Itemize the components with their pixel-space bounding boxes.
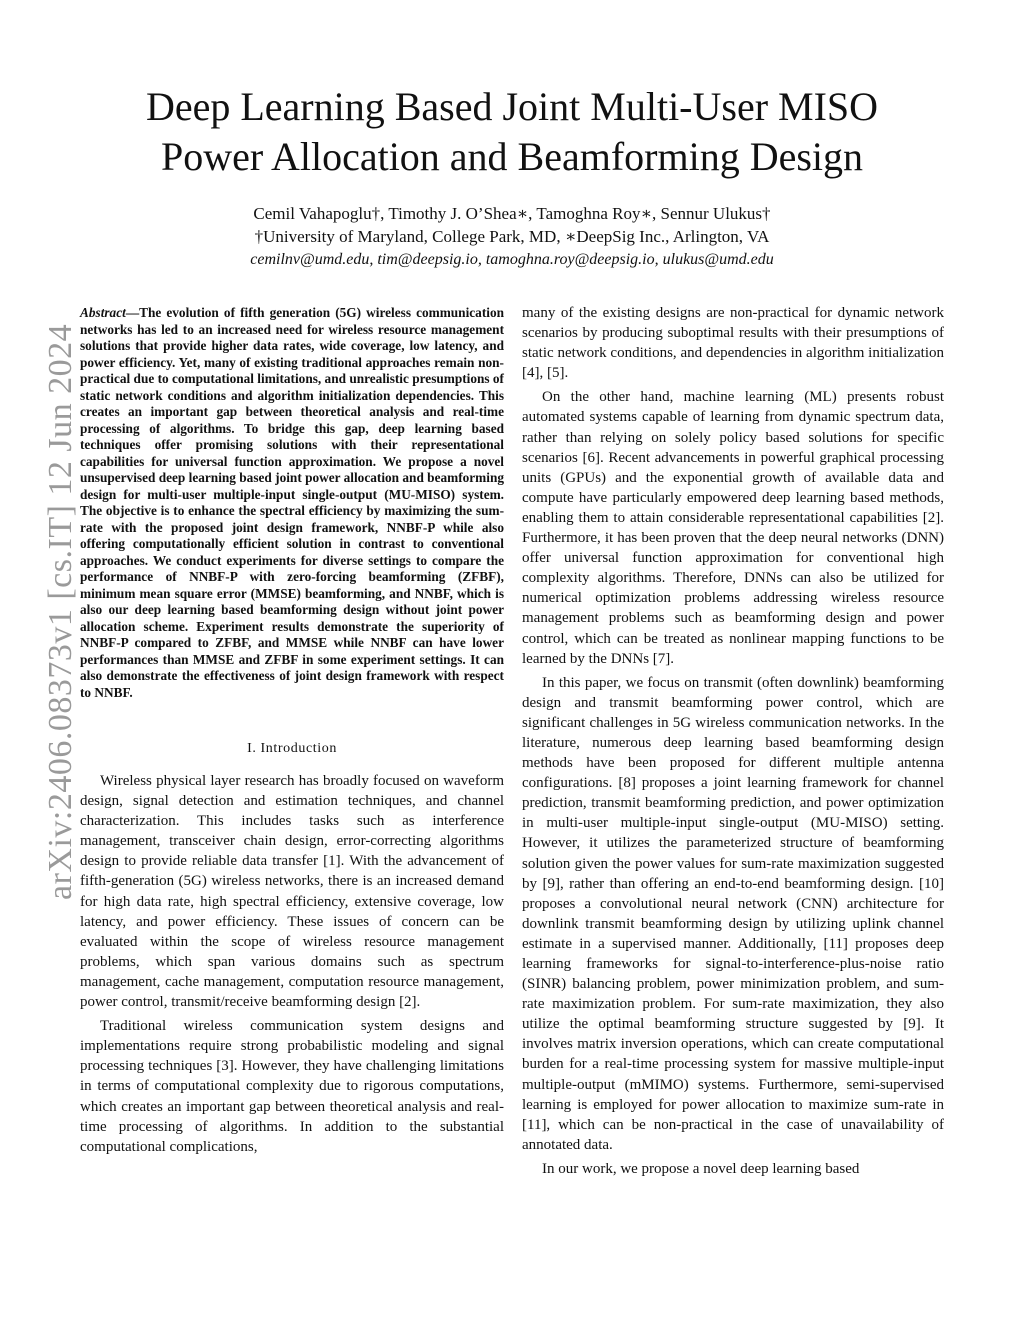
arxiv-side-stamp: arXiv:2406.08373v1 [cs.IT] 12 Jun 2024 — [42, 323, 79, 900]
title-line-1: Deep Learning Based Joint Multi-User MISO — [145, 84, 879, 129]
right-paragraph-1: many of the existing designs are non-practical for dynamic network scenarios by producing suboptimal results with their presumptions of static network conditions, and dependencies in algorithm initialization [4], [5]. — [522, 305, 944, 382]
section-heading-introduction: I. Introduction — [247, 741, 337, 756]
intro-paragraph-2: Traditional wireless communication system designs and implementations require strong probabilistic modeling and signal processing techniques [3]. However, they have challenging limitations in terms of computational complexity due to rigorous computations, which creates an important gap between theoretical analysis and real-time processing of algorithms. In addition to the substantial computational complications, — [80, 1018, 504, 1155]
paper-title — [80, 82, 944, 182]
right-paragraph-4: In our work, we propose a novel deep learning based — [542, 1160, 860, 1177]
abstract-label: Abstract — [80, 305, 126, 320]
author-affiliations: †University of Maryland, College Park, MD, ∗DeepSig Inc., Arlington, VA — [254, 227, 770, 246]
author-block — [100, 202, 924, 271]
left-column — [80, 305, 504, 1161]
abstract — [80, 305, 504, 701]
author-emails: cemilnv@umd.edu, tim@deepsig.io, tamoghna.roy@deepsig.io, ulukus@umd.edu — [250, 251, 774, 268]
right-paragraph-2: On the other hand, machine learning (ML) presents robust automated systems capable of learning from dynamic spectrum data, rather than relying on solely policy based solutions for specific scenarios [6]. Recent advancements in powerful graphical processing units (GPUs) and the exponential growth of available data and compute have particularly empowered deep learning based methods, enabling them to attain considerable representational capabilities [2]. Furthermore, it has been proven that the deep neural networks (DNN) offer universal function approximation for conventional high complexity algorithms. Therefore, DNNs can also be utilized for numerical optimization problems addressing wireless resource management problems such as beamforming design and power control, which can be treated as nonlinear mapping functions to be learned by the DNNs [7]. — [522, 389, 944, 667]
right-paragraph-3: In this paper, we focus on transmit (often downlink) beamforming design and transmit beamforming power control, which are significant challenges in 5G wireless communication networks. In the literature, numerous deep learning based beamforming design methods have been proposed for different multiple antenna configurations. [8] proposes a joint learning framework for channel prediction, transmit beamforming prediction, and power optimization in multi-user multiple-input single-output (MU-MISO) setting. However, it utilizes the parameterized structure of beamforming solution given the power values for sum-rate maximization suggested by [9], rather than offering an end-to-end beamforming design. [10] proposes a convolutional neural network (CNN) architecture for downlink transmit beamforming design by utilizing uplink channel estimate in a supervised manner. Additionally, [11] proposes deep learning frameworks for signal-to-interference-plus-noise ratio (SINR) balancing problem, power minimization problem, and sum-rate maximization problem. For sum-rate maximization, they also utilize the optimal beamforming structure suggested by [9]. It involves matrix inversion operations, which can create computational burden for a real-time processing system for massive multiple-input multiple-output (mMIMO) systems. Furthermore, semi-supervised learning is employed for power allocation to maximize sum-rate in [11], which can be non-practical in the case of unavailability of annotated data. — [522, 674, 944, 1153]
title-line-2: Power Allocation and Beamforming Design — [160, 134, 864, 179]
author-names: Cemil Vahapoglu†, Timothy J. O’Shea∗, Tamoghna Roy∗, Sennur Ulukus† — [253, 204, 771, 223]
intro-paragraph-1: Wireless physical layer research has broadly focused on waveform design, signal detection and estimation techniques, and channel characterization. This includes tasks such as interference management, transceiver chain design, error-correcting algorithms design to provide reliable data transfer [1]. With the advancement of fifth-generation (5G) wireless networks, there is an increased demand for high data rate, high spectral efficiency, extensive coverage, low latency, and power efficiency. These issues of concern can be evaluated within the scope of wireless resource management problems, which span various domains such as spectrum management, cache management, computation resource management, power control, transmit/receive beamforming design [2]. — [80, 773, 504, 1011]
abstract-text: —The evolution of fifth generation (5G) wireless communication networks has led to an increased need for wireless resource management solutions that provide higher data rates, wide coverage, low latency, and power efficiency. Yet, many of existing traditional approaches remain non-practical due to computational limitations, and unrealistic presumptions of static network conditions and algorithm initialization dependencies. This creates an important gap between theoretical analysis and real-time processing of algorithms. To bridge this gap, deep learning based techniques offer promising solutions with their representational capabilities for universal function approximation. We propose a novel unsupervised deep learning based joint power allocation and beamforming design for multi-user multiple-input single-output (MU-MISO) system. The objective is to enhance the spectral efficiency by maximizing the sum-rate with the proposed joint design framework, NNBF-P while also offering computationally efficient solution in contrast to conventional approaches. We conduct experiments for diverse settings to compare the performance of NNBF-P with zero-forcing beamforming (ZFBF), minimum mean square error (MMSE) beamforming, and NNBF, which is also our deep learning based beamforming design without joint power allocation scheme. Experiment results demonstrate the superiority of NNBF-P compared to ZFBF, and MMSE while NNBF can have lower performances than MMSE and ZFBF in some experiment settings. It can also demonstrate the effectiveness of joint design framework with respect to NNBF. — [80, 305, 504, 700]
right-column — [522, 303, 944, 1183]
